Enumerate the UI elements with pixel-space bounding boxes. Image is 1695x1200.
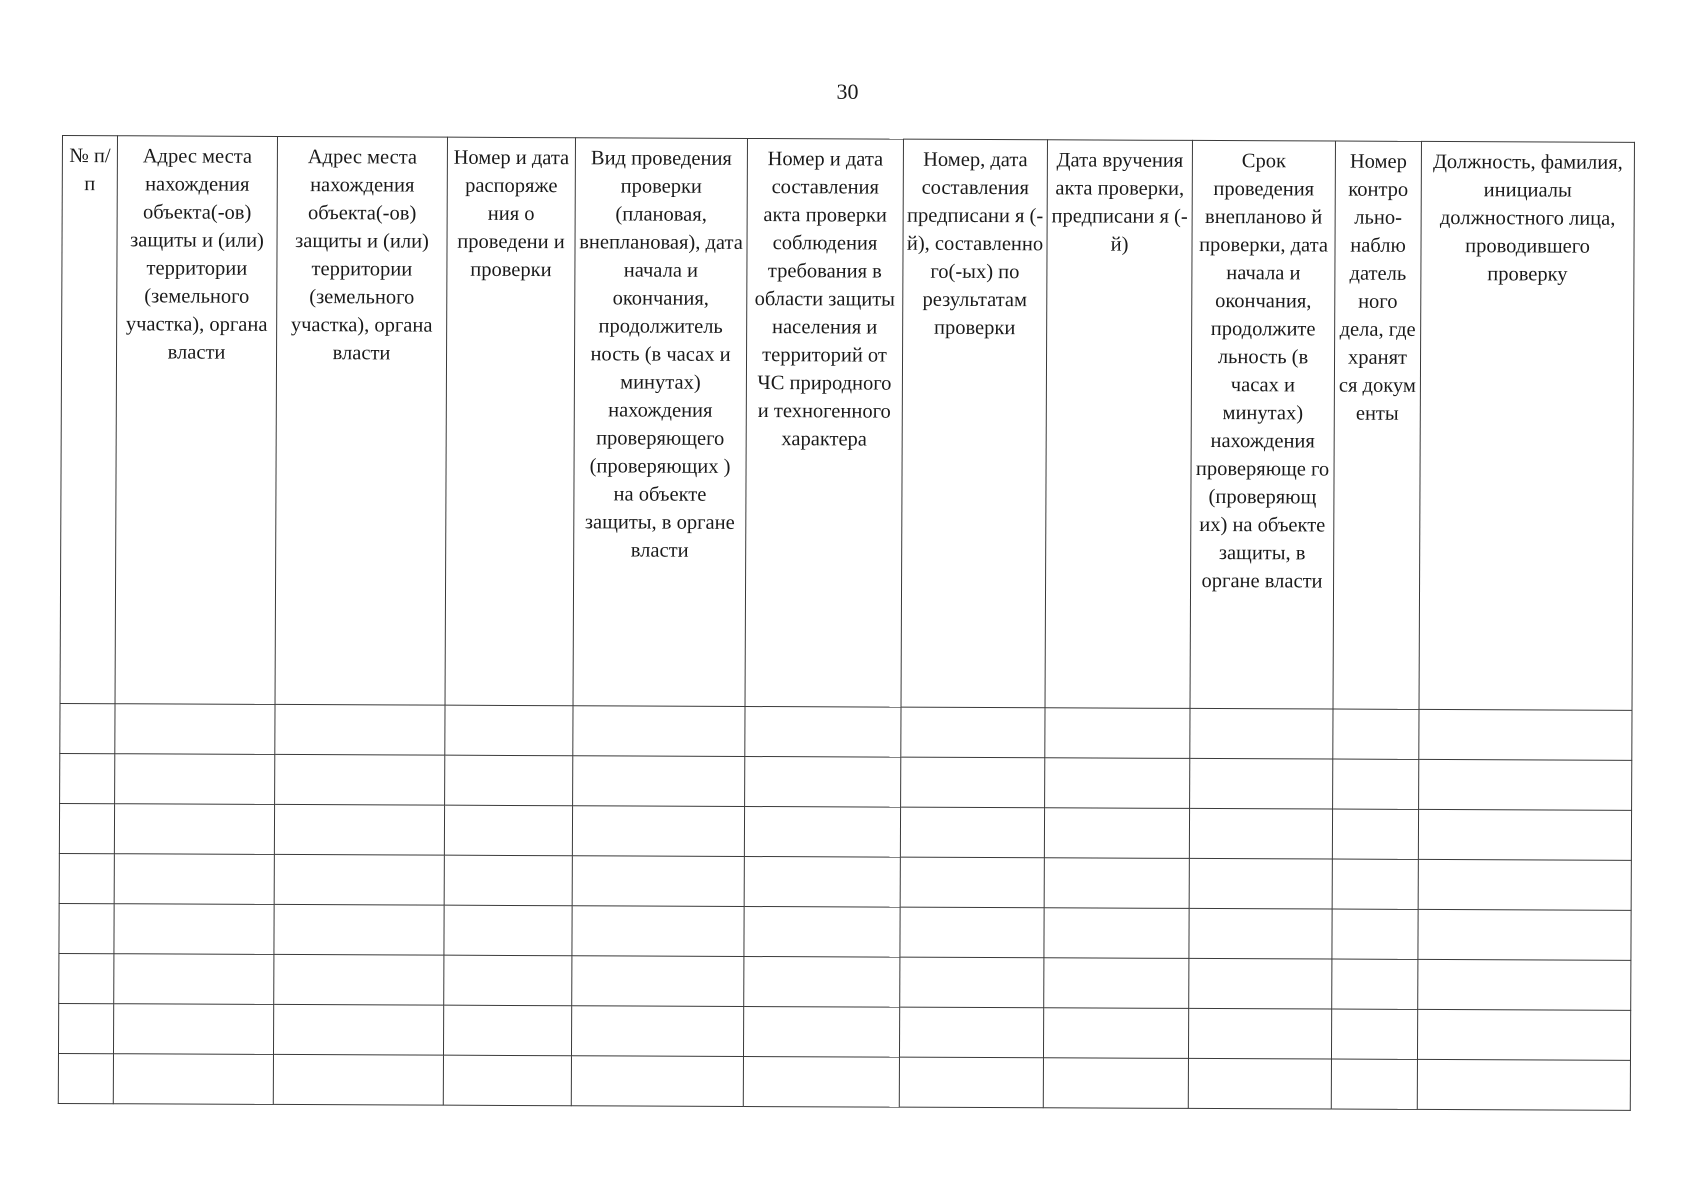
table-cell <box>745 706 901 757</box>
table-cell <box>745 756 901 807</box>
header-cell-object-address-2: Адрес места нахождения объекта(-ов) защиты и (или) территории (земельного участка), органа власти <box>275 136 447 705</box>
table-cell <box>59 803 114 853</box>
table-cell <box>1044 958 1189 1009</box>
table-cell <box>1044 908 1189 959</box>
table-cell <box>571 1056 743 1107</box>
table-cell <box>1418 959 1631 1010</box>
table-cell <box>114 854 274 905</box>
table-cell <box>1189 908 1332 959</box>
table-cell <box>59 953 114 1003</box>
table-cell <box>899 1007 1043 1058</box>
table-cell <box>445 755 573 806</box>
table-cell <box>114 904 274 955</box>
table-cell <box>1188 1058 1331 1109</box>
table-cell <box>60 753 115 803</box>
table-cell <box>274 854 444 905</box>
table-cell <box>1189 958 1332 1009</box>
table-cell <box>900 957 1044 1008</box>
table-cell <box>900 907 1044 958</box>
table-cell <box>744 956 900 1007</box>
table-cell <box>1188 1008 1331 1059</box>
table-cell <box>744 856 900 907</box>
table-cell <box>59 853 114 903</box>
table-cell <box>573 706 745 757</box>
table-cell <box>572 956 744 1007</box>
table-cell <box>899 1057 1043 1108</box>
table-cell <box>1044 808 1189 859</box>
table-cell <box>1190 758 1333 809</box>
table-cell <box>273 1004 443 1055</box>
table-cell <box>274 954 444 1005</box>
header-cell-order-number-date: Номер и дата распоряже ния о проведени и проверки <box>445 137 575 706</box>
header-cell-inspection-type: Вид проведения проверки (плановая, внеплановая), дата начала и окончания, продолжитель ность (в часах и минутах) нахождения проверяющего (проверяющих ) на объекте защиты, в органе власти <box>573 138 747 707</box>
table-cell <box>114 804 274 855</box>
table-cell <box>1043 1008 1188 1059</box>
table-cell <box>900 807 1044 858</box>
table-cell <box>59 903 114 953</box>
table-row <box>59 953 1631 1010</box>
header-cell-prescription-number-date: Номер, дата составления предписани я (-й), составленно го(-ых) по результатам проверки <box>901 139 1047 708</box>
header-cell-case-number: Номер контро льно-наблю датель ного дела, где хранят ся докум енты <box>1333 141 1421 709</box>
header-cell-unscheduled-term: Срок проведения внепланово й проверки, дата начала и окончания, продолжите льность (в часах и минутах) нахождения проверяюще го (проверяющ их) на объекте защиты, в органе власти <box>1190 140 1335 709</box>
table-cell <box>1418 909 1631 960</box>
table-cell <box>1332 959 1418 1009</box>
table-cell <box>113 1054 273 1105</box>
table-cell <box>1043 1058 1188 1109</box>
table-cell <box>1332 809 1418 859</box>
table-row <box>59 803 1631 860</box>
table-cell <box>115 704 275 755</box>
table-cell <box>275 704 445 755</box>
table-cell <box>274 804 444 855</box>
table-cell <box>1417 1059 1630 1110</box>
table-cell <box>1190 708 1333 759</box>
table-cell <box>115 754 275 805</box>
table-cell <box>1044 858 1189 909</box>
table-cell <box>445 705 573 756</box>
table-cell <box>1333 709 1419 759</box>
table-cell <box>743 1056 899 1107</box>
table-cell <box>1419 709 1632 760</box>
table-cell <box>1332 909 1418 959</box>
table-cell <box>113 1004 273 1055</box>
table-body <box>58 703 1632 1110</box>
header-cell-number: № п/п <box>60 136 117 704</box>
table-cell <box>1331 1009 1417 1059</box>
table-cell <box>274 904 444 955</box>
table-cell <box>443 1005 571 1056</box>
table-cell <box>743 1006 899 1057</box>
table-row <box>60 753 1632 810</box>
table-cell <box>901 707 1045 758</box>
table-cell <box>444 905 572 956</box>
table-cell <box>573 756 745 807</box>
table-cell <box>58 1053 113 1103</box>
table-cell <box>1331 1059 1417 1109</box>
page-number: 30 <box>836 79 859 104</box>
header-cell-act-number-date: Номер и дата составления акта проверки соблюдения требования в области защиты населения и территорий от ЧС природного и техногенного характера <box>745 138 903 707</box>
table-cell <box>1419 759 1632 810</box>
table-cell <box>572 806 744 857</box>
table-row <box>60 703 1632 760</box>
table-cell <box>1045 708 1190 759</box>
table-row <box>59 853 1631 910</box>
table-cell <box>744 906 900 957</box>
table-cell <box>572 906 744 957</box>
table-cell <box>114 954 274 1005</box>
table-cell <box>443 1055 571 1106</box>
table-cell <box>900 857 1044 908</box>
table-row <box>59 903 1631 960</box>
table-row <box>58 1053 1630 1110</box>
table-cell <box>275 754 445 805</box>
table-cell <box>1418 809 1631 860</box>
table-cell <box>58 1003 113 1053</box>
table-cell <box>273 1054 443 1105</box>
table-cell <box>901 757 1045 808</box>
table-cell <box>1045 758 1190 809</box>
table-cell <box>1189 808 1332 859</box>
table-cell <box>572 856 744 907</box>
header-cell-inspector: Должность, фамилия, инициалы должностного лица, проводившего проверку <box>1419 141 1634 710</box>
table-cell <box>444 955 572 1006</box>
header-cell-object-address: Адрес места нахождения объекта(-ов) защиты и (или) территории (земельного участка), органа власти <box>115 136 277 705</box>
table-cell <box>1333 759 1419 809</box>
table-cell <box>444 855 572 906</box>
table-cell <box>60 703 115 753</box>
table-cell <box>571 1006 743 1057</box>
inspection-register-table <box>58 135 1635 1111</box>
header-cell-delivery-date: Дата вручения акта проверки, предписани я (-й) <box>1045 140 1192 709</box>
table-cell <box>1417 1009 1630 1060</box>
table-cell <box>1332 859 1418 909</box>
table-cell <box>1189 858 1332 909</box>
table-cell <box>444 805 572 856</box>
table-cell <box>1418 859 1631 910</box>
table-header-row <box>60 136 1634 711</box>
table-cell <box>744 806 900 857</box>
table-row <box>58 1003 1630 1060</box>
